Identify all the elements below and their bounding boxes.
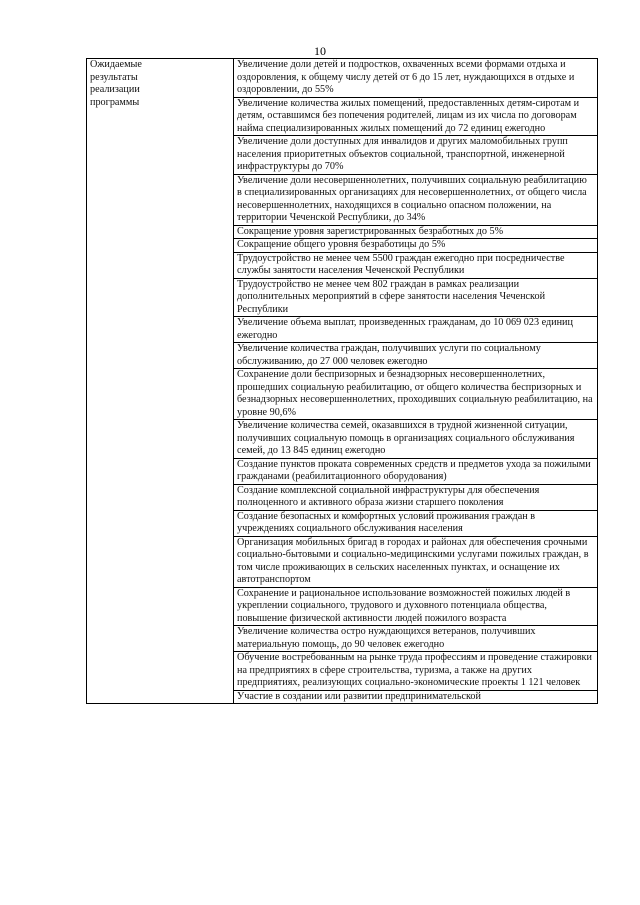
result-text: Участие в создании или развитии предпринимательской <box>237 690 481 702</box>
result-cell <box>234 252 598 278</box>
result-cell <box>234 536 598 587</box>
result-cell <box>234 484 598 510</box>
result-text: Создание пунктов проката современных средств и предметов ухода за пожилыми гражданами (реабилитационного оборудования) <box>237 458 591 482</box>
result-cell <box>234 510 598 536</box>
result-text: Увеличение доли доступных для инвалидов и других маломобильных групп населения приоритетных объектов социальной, транспортной, инженерной инфраструктуры до 70% <box>237 136 568 172</box>
table-row <box>87 59 598 98</box>
result-text: Увеличение объема выплат, произведенных гражданам, до 10 069 023 единиц ежегодно <box>237 317 573 341</box>
result-cell <box>234 626 598 652</box>
result-text: Создание комплексной социальной инфраструктуры для обеспечения полноценного и активного образа жизни старшего поколения <box>237 484 540 508</box>
result-text: Увеличение количества граждан, получивших услуги по социальному обслуживанию, до 27 000 человек ежегодно <box>237 343 541 367</box>
result-cell <box>234 420 598 459</box>
result-text: Трудоустройство не менее чем 802 граждан в рамках реализации дополнительных мероприятий в сфере занятости населения Чеченской Республики <box>237 278 546 315</box>
result-text: Увеличение доли несовершеннолетних, получивших социальную реабилитацию в специализированных организациях для несовершеннолетних, от общего числа несовершеннолетних, находящихся в социально опасном положении, на территории Чеченской Республики, до 34% <box>237 174 587 223</box>
result-text: Обучение востребованным на рынке труда профессиям и проведение стажировки на предприятиях в сфере строительства, туризма, а также на других предприятиях, реализующих социально-экономические проекты 1 121 человек <box>237 652 592 688</box>
result-cell <box>234 174 598 225</box>
program-results-table <box>86 58 598 704</box>
result-text: Увеличение доли детей и подростков, охваченных всеми формами отдыха и оздоровления, к общему числу детей от 6 до 15 лет, нуждающихся в отдыхе и оздоровлении, до 55% <box>237 59 575 95</box>
result-text: Увеличение количества остро нуждающихся ветеранов, получивших материальную помощь, до 90 человек ежегодно <box>237 626 536 650</box>
result-cell <box>234 59 598 98</box>
result-text: Организация мобильных бригад в городах и районах для обеспечения срочными социально-бытовыми и социально-медицинскими услугами пожилых граждан, в том числе проживающих в сельских населенных пунктах, и оснащение их автотранспортом <box>237 536 589 585</box>
page-number: 10 <box>314 44 326 58</box>
result-text: Увеличение количества семей, оказавшихся в трудной жизненной ситуации, получивших социальную помощь в организациях социального обслуживания семей, до 13 845 единиц ежегодно <box>237 420 575 456</box>
result-text: Сокращение общего уровня безработицы до 5% <box>237 239 446 250</box>
result-cell <box>234 369 598 420</box>
result-cell <box>234 317 598 343</box>
result-text: Увеличение количества жилых помещений, предоставленных детям-сиротам и детям, оставшимся без попечения родителей, лицам из их числа по договорам найма специализированных жилых помещений до 72 единиц ежегодно <box>237 97 580 134</box>
result-cell <box>234 239 598 253</box>
section-label: Ожидаемые результаты реализации программы <box>90 59 142 108</box>
result-cell <box>234 136 598 175</box>
result-text: Трудоустройство не менее чем 5500 граждан ежегодно при посредничестве службы занятости населения Чеченской Республики <box>237 252 565 276</box>
result-cell <box>234 587 598 626</box>
result-text: Сокращение уровня зарегистрированных безработных до 5% <box>237 225 504 237</box>
result-cell <box>234 97 598 136</box>
result-cell <box>234 690 598 704</box>
result-cell <box>234 225 598 239</box>
result-text: Сохранение и рациональное использование возможностей пожилых людей в укреплении социального, трудового и духовного потенциала общества, повышение физической активности людей пожилого возраста <box>237 587 571 624</box>
result-cell <box>234 652 598 691</box>
result-text: Сохранение доли беспризорных и безнадзорных несовершеннолетних, прошедших социальную реабилитацию, от общего количества беспризорных и безнадзорных несовершеннолетних, проходивших социальную реабилитацию, на уровне 90,6% <box>237 369 593 418</box>
result-cell <box>234 458 598 484</box>
result-cell <box>234 343 598 369</box>
section-label-cell <box>87 59 234 704</box>
result-text: Создание безопасных и комфортных условий проживания граждан в учреждениях социального обслуживания населения <box>237 510 536 534</box>
result-cell <box>234 278 598 317</box>
